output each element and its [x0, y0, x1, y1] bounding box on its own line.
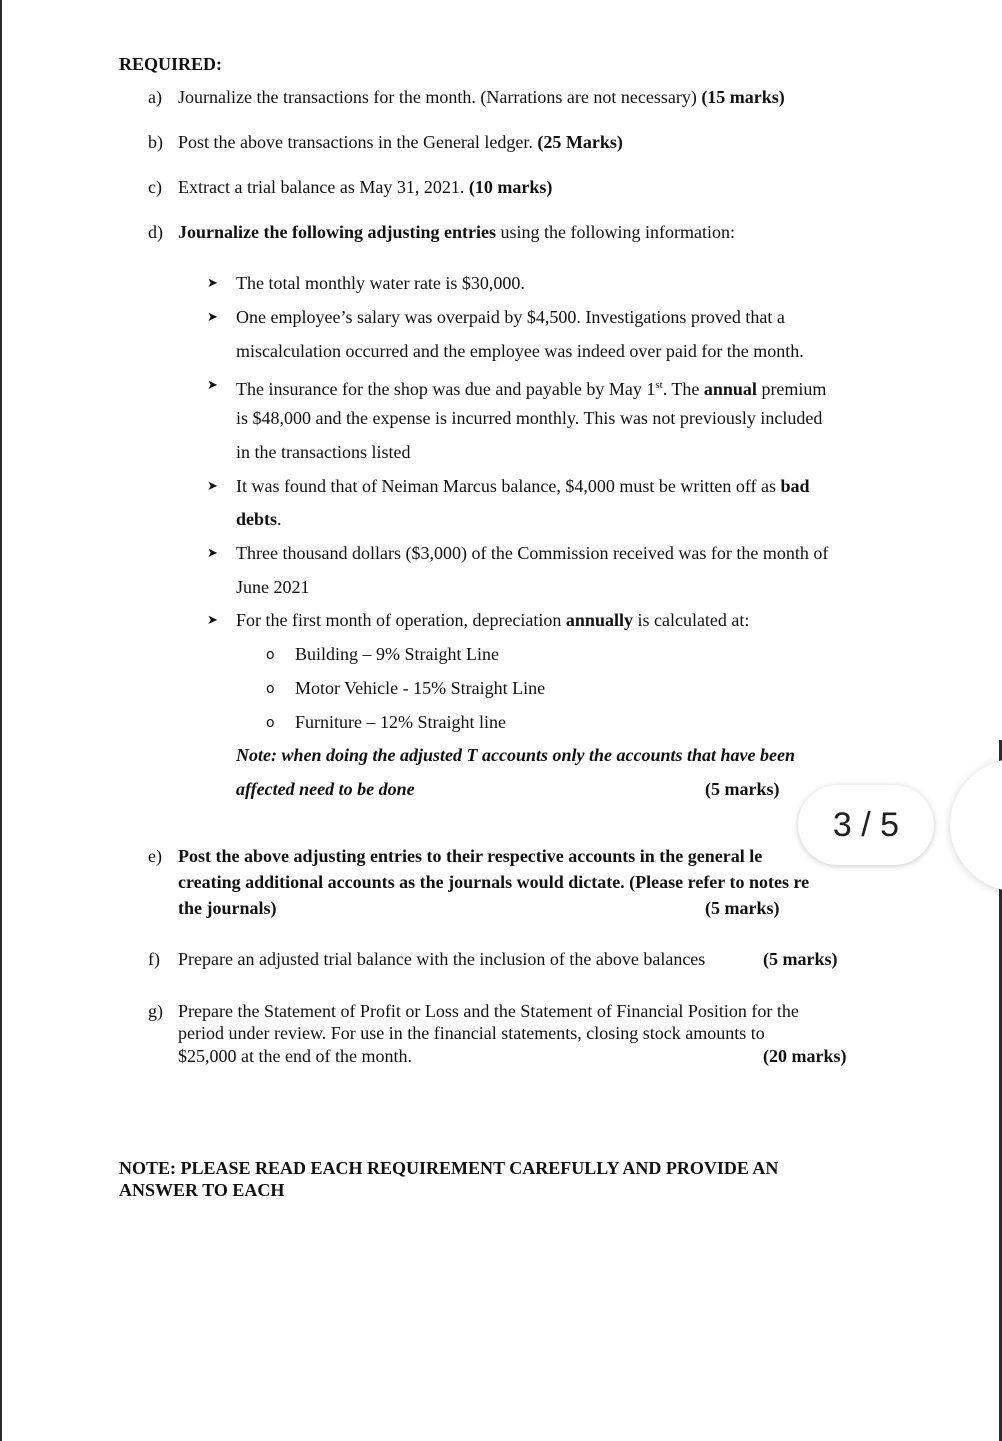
item-letter: d) [148, 222, 163, 242]
depreciation-text: For the first month of operation, depreciation [236, 610, 566, 630]
item-text: Post the above transactions in the General ledger. [178, 132, 533, 152]
item-letter: a) [148, 87, 162, 107]
item-marks: (15 marks) [701, 87, 785, 107]
bullet-commission-line2: June 2021 [236, 577, 310, 597]
sub-bullet-furniture: Furniture – 12% Straight line [295, 712, 506, 732]
bullet-salary-line2: miscalculation occurred and the employee was indeed over paid for the month. [236, 341, 804, 361]
final-note-line2: ANSWER TO EACH [119, 1180, 285, 1200]
item-letter: b) [148, 132, 163, 152]
bullet-depreciation [236, 609, 749, 631]
circle-bullet-icon: o [266, 715, 275, 731]
depreciation-bold: annually [565, 610, 633, 630]
circle-bullet-icon: o [266, 681, 275, 697]
arrowhead-bullet-icon: ➤ [207, 275, 218, 290]
arrowhead-bullet-icon: ➤ [207, 478, 218, 493]
bullet-water-rate: The total monthly water rate is $30,000. [236, 273, 525, 293]
item-marks: (20 marks) [763, 1046, 847, 1066]
arrowhead-bullet-icon: ➤ [207, 545, 218, 560]
page-edge-left [0, 0, 2, 1441]
item-letter: g) [148, 1001, 163, 1021]
bullet-baddebt-line2 [236, 508, 282, 530]
bullet-salary-line1: One employee’s salary was overpaid by $4,500. Investigations proved that a [236, 307, 785, 327]
bullet-insurance-line2: is $48,000 and the expense is incurred monthly. This was not previously included [236, 408, 823, 428]
insurance-text: The insurance for the shop was due and payable by May 1 [236, 379, 656, 399]
item-text: Journalize the transactions for the month. (Narrations are not necessary) [178, 87, 697, 107]
item-e-line3: the journals) [178, 898, 277, 918]
baddebt-bold: bad [780, 476, 810, 496]
item-text: Extract a trial balance as May 31, 2021. [178, 177, 465, 197]
arrowhead-bullet-icon: ➤ [207, 377, 218, 392]
item-text: Prepare an adjusted trial balance with the inclusion of the above balances [178, 949, 706, 969]
baddebt-bold2: debts [236, 509, 278, 529]
arrowhead-bullet-icon: ➤ [207, 612, 218, 627]
item-g-line1: Prepare the Statement of Profit or Loss and the Statement of Financial Position for the [178, 1001, 799, 1021]
sub-bullet-motor-vehicle: Motor Vehicle - 15% Straight Line [295, 678, 546, 698]
note-d-marks: (5 marks) [705, 779, 780, 799]
sub-bullet-building: Building – 9% Straight Line [295, 644, 499, 664]
superscript: st [655, 379, 663, 391]
page-indicator: 3 / 5 [798, 785, 934, 865]
item-text: using the following information: [500, 222, 735, 242]
item-letter: c) [148, 177, 162, 197]
item-marks: (5 marks) [705, 898, 780, 918]
bullet-commission-line1: Three thousand dollars ($3,000) of the Commission received was for the month of [236, 543, 829, 563]
item-marks: (25 Marks) [537, 132, 623, 152]
insurance-bold: annual [703, 379, 757, 399]
item-g-line3: $25,000 at the end of the month. [178, 1046, 412, 1066]
baddebt-text: It was found that of Neiman Marcus balance, $4,000 must be written off as [236, 476, 781, 496]
item-marks: (5 marks) [763, 949, 838, 969]
arrowhead-bullet-icon: ➤ [207, 309, 218, 324]
note-d-line2: affected need to be done [236, 779, 415, 799]
item-g-line2: period under review. For use in the financial statements, closing stock amounts to [178, 1023, 765, 1043]
bullet-insurance-line3: in the transactions listed [236, 442, 411, 462]
insurance-text-mid: . The [662, 379, 704, 399]
item-bold-text: Journalize the following adjusting entries [178, 222, 496, 242]
item-marks: (10 marks) [468, 177, 553, 197]
required-heading: REQUIRED: [119, 54, 223, 74]
baddebt-period: . [277, 509, 282, 529]
item-e-line1: Post the above adjusting entries to their respective accounts in the general le [178, 846, 763, 866]
depreciation-text-post: is calculated at: [632, 610, 750, 630]
final-note-line1: NOTE: PLEASE READ EACH REQUIREMENT CAREFULLY AND PROVIDE AN [119, 1158, 779, 1178]
circle-bullet-icon: o [266, 647, 275, 663]
bullet-baddebt-line1 [236, 475, 810, 497]
item-letter: f) [148, 949, 160, 969]
insurance-text-post: premium [756, 379, 827, 399]
item-e-line2: creating additional accounts as the journals would dictate. (Please refer to notes re [178, 872, 810, 892]
item-letter: e) [148, 846, 162, 866]
bullet-insurance-line1 [236, 374, 826, 400]
note-d-line1: Note: when doing the adjusted T accounts only the accounts that have been [236, 745, 796, 765]
